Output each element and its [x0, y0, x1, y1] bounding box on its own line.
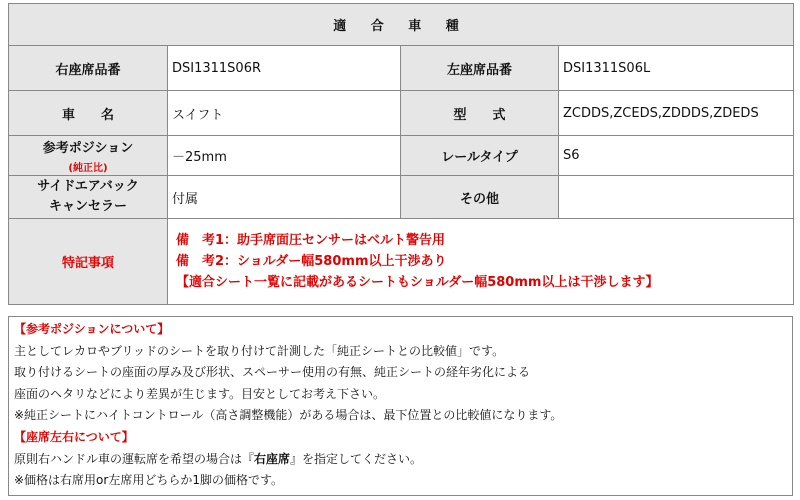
seat-side-bold: 右座席: [254, 451, 291, 466]
rail-type-value: S6: [559, 136, 794, 176]
remarks-label: 特記事項: [9, 219, 168, 305]
seat-left-value: DSI1311S06L: [559, 46, 794, 91]
ref-position-label-cell: [9, 136, 168, 176]
price-note: ※価格は右席用or左席用どちらか1脚の価格です。: [14, 473, 284, 488]
seat-left-label: 左座席品番: [401, 46, 559, 91]
seat-side-heading: 【座席左右について】: [14, 429, 134, 444]
side-airbag-label-1: サイドエアバック: [37, 179, 139, 194]
seat-side-pre: 原則右ハンドル車の運転席を希望の場合は『: [14, 451, 255, 466]
remark-line-3: 【適合シート一覧に記載があるシートもショルダー幅580mm以上は干渉します】: [176, 275, 659, 290]
model-value: ZCDDS,ZCEDS,ZDDDS,ZDEDS: [559, 91, 794, 136]
ref-note-line-4: ※純正シートにハイトコントロール（高さ調整機能）がある場合は、最下位置との比較値になります。: [14, 408, 563, 423]
compatibility-table: [8, 3, 794, 305]
side-airbag-value: 付属: [168, 176, 401, 219]
car-name-value: スイフト: [168, 91, 401, 136]
ref-note-line-1: 主としてレカロやブリッドのシートを取り付けて計測した「純正シートとの比較値」です。: [14, 343, 505, 358]
ref-note-line-2: 取り付けるシートの座面の厚み及び形状、スペーサー使用の有無、純正シートの経年劣化による: [14, 365, 531, 380]
ref-position-heading: 【参考ポジションについて】: [14, 322, 170, 336]
seat-side-line: [14, 449, 787, 471]
ref-position-label: 参考ポジション: [42, 141, 134, 156]
notes-box: [8, 316, 793, 496]
ref-position-sub: (純正比): [68, 163, 108, 174]
car-name-label: 車 名: [9, 91, 168, 136]
ref-note-line-3: 座面のヘタリなどにより差異が生じます。目安としてお考え下さい。: [14, 386, 386, 401]
remark-line-1: 備 考1：助手席面圧センサーはベルト警告用: [176, 233, 446, 248]
seat-side-post: 』を指定してください。: [290, 451, 423, 466]
seat-right-value: DSI1311S06R: [168, 46, 401, 91]
table-title: 適 合 車 種: [9, 4, 794, 46]
other-value: [559, 176, 794, 219]
remarks-value: [168, 219, 794, 305]
rail-type-label: レールタイプ: [401, 136, 559, 176]
ref-position-value: －25mm: [168, 136, 401, 176]
remark-line-2: 備 考2：ショルダー幅580mm以上干渉あり: [176, 254, 447, 269]
model-label: 型 式: [401, 91, 559, 136]
side-airbag-label-2: キャンセラー: [48, 199, 127, 214]
other-label: その他: [401, 176, 559, 219]
side-airbag-label-cell: [9, 176, 168, 219]
seat-right-label: 右座席品番: [9, 46, 168, 91]
